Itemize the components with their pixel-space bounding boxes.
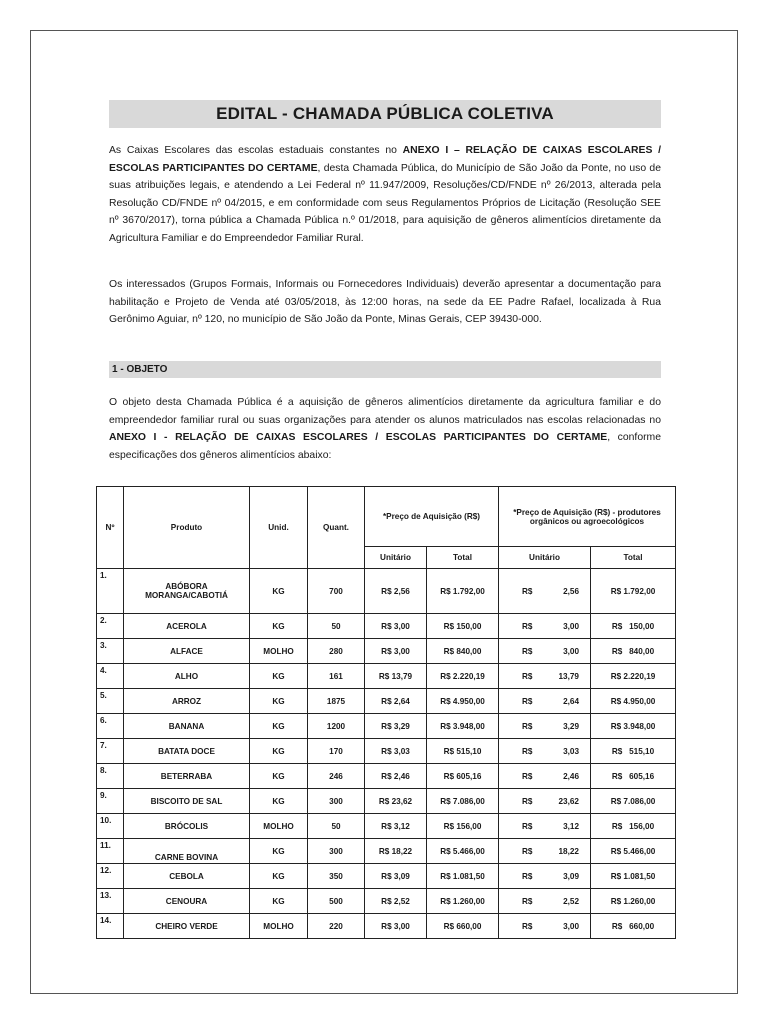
row-total-price: R$ 5.466,00	[427, 839, 499, 864]
organic-unit-value: 3,12	[563, 821, 579, 831]
row-unit-price: R$ 3,09	[365, 864, 427, 889]
row-unit-price: R$ 3,00	[365, 914, 427, 939]
row-product: CENOURA	[124, 889, 250, 914]
currency-prefix: R$	[522, 621, 533, 631]
row-unit: KG	[250, 739, 308, 764]
row-total-price-organic: R$ 1.260,00	[591, 889, 676, 914]
intro-text-2: , desta Chamada Pública, do Município de São João da Ponte, no uso de suas atribuições legais, e atendendo a Lei Federal nº 11.947/2009, Resoluções/CD/FNDE nº 26/2013, alterada pela Resolução CD/FNDE nº 04/2015, e em conformidade com seus Regulamentos Próprios de Licitação (Resolução SEE nº 3670/2017), torna pública a Chamada Pública n.º 01/2018, para aquisição de gêneros alimentícios diretamente da Agricultura Familiar e do Empreendedor Familiar Rural.	[109, 162, 661, 244]
row-unit: MOLHO	[250, 914, 308, 939]
row-unit-price: R$ 3,00	[365, 614, 427, 639]
row-quantity: 170	[308, 739, 365, 764]
currency-prefix: R$	[522, 586, 533, 596]
row-quantity: 1875	[308, 689, 365, 714]
row-number: 14.	[97, 914, 124, 939]
row-unit-price: R$ 2,64	[365, 689, 427, 714]
row-unit-price-organic	[499, 864, 591, 889]
row-quantity: 700	[308, 569, 365, 614]
objeto-text-2: , conforme especificações dos gêneros alimentícios abaixo:	[109, 432, 661, 461]
row-unit-price-organic	[499, 614, 591, 639]
row-unit: KG	[250, 789, 308, 814]
row-total-price: R$ 840,00	[427, 639, 499, 664]
row-quantity: 300	[308, 839, 365, 864]
row-unit: KG	[250, 614, 308, 639]
row-unit-price-organic	[499, 764, 591, 789]
table-row	[97, 864, 676, 889]
row-total-price-organic: R$ 1.081,50	[591, 864, 676, 889]
row-total-price: R$ 1.081,50	[427, 864, 499, 889]
row-unit: KG	[250, 714, 308, 739]
currency-prefix: R$	[522, 771, 533, 781]
table-row	[97, 664, 676, 689]
organic-unit-value: 2,46	[563, 771, 579, 781]
header-preco: *Preço de Aquisição (R$)	[365, 487, 499, 547]
row-total-price-organic: R$ 840,00	[591, 639, 676, 664]
row-unit-price: R$ 13,79	[365, 664, 427, 689]
section-objeto-heading: 1 - OBJETO	[109, 361, 661, 378]
row-product: CHEIRO VERDE	[124, 914, 250, 939]
objeto-annex-ref: ANEXO I - RELAÇÃO DE CAIXAS ESCOLARES / ESCOLAS PARTICIPANTES DO CERTAME	[109, 432, 608, 444]
row-product: CEBOLA	[124, 864, 250, 889]
intro-annex-ref: ANEXO I – RELAÇÃO DE CAIXAS ESCOLARES / ESCOLAS PARTICIPANTES DO CERTAME	[109, 145, 661, 174]
row-total-price-organic: R$ 3.948,00	[591, 714, 676, 739]
row-unit-price-organic	[499, 689, 591, 714]
row-unit-price: R$ 23,62	[365, 789, 427, 814]
currency-prefix: R$	[522, 871, 533, 881]
organic-unit-value: 2,56	[563, 586, 579, 596]
row-total-price: R$ 605,16	[427, 764, 499, 789]
currency-prefix: R$	[522, 821, 533, 831]
row-product: BRÓCOLIS	[124, 814, 250, 839]
row-number: 4.	[97, 664, 124, 689]
row-number: 12.	[97, 864, 124, 889]
table-row	[97, 614, 676, 639]
table-row	[97, 689, 676, 714]
row-total-price-organic: R$ 156,00	[591, 814, 676, 839]
row-total-price: R$ 156,00	[427, 814, 499, 839]
row-number: 11.	[97, 839, 124, 864]
header-unitario: Unitário	[365, 547, 427, 569]
row-total-price: R$ 660,00	[427, 914, 499, 939]
header-quant: Quant.	[308, 487, 365, 569]
row-total-price-organic: R$ 150,00	[591, 614, 676, 639]
header-unid: Unid.	[250, 487, 308, 569]
row-total-price-organic: R$ 5.466,00	[591, 839, 676, 864]
currency-prefix: R$	[522, 646, 533, 656]
row-unit-price: R$ 3,12	[365, 814, 427, 839]
row-product: BISCOITO DE SAL	[124, 789, 250, 814]
row-total-price: R$ 1.260,00	[427, 889, 499, 914]
currency-prefix: R$	[522, 796, 533, 806]
currency-prefix: R$	[522, 921, 533, 931]
table-row	[97, 569, 676, 614]
row-total-price: R$ 1.792,00	[427, 569, 499, 614]
row-total-price-organic: R$ 2.220,19	[591, 664, 676, 689]
header-total-organico: Total	[591, 547, 676, 569]
row-unit: KG	[250, 664, 308, 689]
currency-prefix: R$	[522, 896, 533, 906]
row-total-price-organic: R$ 7.086,00	[591, 789, 676, 814]
organic-unit-value: 2,52	[563, 896, 579, 906]
row-number: 5.	[97, 689, 124, 714]
row-product: ARROZ	[124, 689, 250, 714]
currency-prefix: R$	[522, 721, 533, 731]
row-total-price-organic: R$ 1.792,00	[591, 569, 676, 614]
row-unit-price-organic	[499, 889, 591, 914]
row-total-price-organic: R$ 660,00	[591, 914, 676, 939]
currency-prefix: R$	[522, 746, 533, 756]
organic-unit-value: 3,00	[563, 621, 579, 631]
row-number: 7.	[97, 739, 124, 764]
row-number: 6.	[97, 714, 124, 739]
row-number: 3.	[97, 639, 124, 664]
table-row	[97, 639, 676, 664]
organic-unit-value: 3,00	[563, 921, 579, 931]
header-unitario-organico: Unitário	[499, 547, 591, 569]
row-quantity: 500	[308, 889, 365, 914]
products-table	[96, 486, 676, 939]
header-preco-organico: *Preço de Aquisição (R$) - produtores orgânicos ou agroecológicos	[499, 487, 676, 547]
intro-text-1: As Caixas Escolares das escolas estaduais constantes no	[109, 145, 403, 156]
organic-unit-value: 23,62	[558, 796, 579, 806]
row-product: BATATA DOCE	[124, 739, 250, 764]
row-number: 13.	[97, 889, 124, 914]
row-total-price-organic: R$ 4.950,00	[591, 689, 676, 714]
currency-prefix: R$	[522, 671, 533, 681]
table-row	[97, 914, 676, 939]
row-quantity: 50	[308, 814, 365, 839]
row-quantity: 220	[308, 914, 365, 939]
row-quantity: 50	[308, 614, 365, 639]
row-product: ABÓBORA MORANGA/CABOTIÁ	[124, 569, 250, 614]
row-unit: MOLHO	[250, 814, 308, 839]
row-total-price-organic: R$ 605,16	[591, 764, 676, 789]
organic-unit-value: 3,09	[563, 871, 579, 881]
table-row	[97, 739, 676, 764]
organic-unit-value: 18,22	[558, 846, 579, 856]
row-unit-price-organic	[499, 664, 591, 689]
row-unit-price: R$ 3,29	[365, 714, 427, 739]
row-unit-price-organic	[499, 789, 591, 814]
row-unit-price: R$ 3,03	[365, 739, 427, 764]
row-unit: KG	[250, 839, 308, 864]
table-row	[97, 764, 676, 789]
row-total-price-organic: R$ 515,10	[591, 739, 676, 764]
header-total: Total	[427, 547, 499, 569]
row-unit-price-organic	[499, 739, 591, 764]
row-unit-price: R$ 2,46	[365, 764, 427, 789]
row-unit-price-organic	[499, 814, 591, 839]
row-unit: KG	[250, 569, 308, 614]
row-quantity: 300	[308, 789, 365, 814]
row-total-price: R$ 7.086,00	[427, 789, 499, 814]
row-unit: MOLHO	[250, 639, 308, 664]
row-total-price: R$ 2.220,19	[427, 664, 499, 689]
organic-unit-value: 13,79	[558, 671, 579, 681]
row-number: 9.	[97, 789, 124, 814]
row-number: 10.	[97, 814, 124, 839]
organic-unit-value: 3,29	[563, 721, 579, 731]
currency-prefix: R$	[522, 696, 533, 706]
table-row	[97, 814, 676, 839]
row-total-price: R$ 3.948,00	[427, 714, 499, 739]
row-unit: KG	[250, 889, 308, 914]
intro-paragraph	[109, 142, 661, 248]
row-unit-price-organic	[499, 639, 591, 664]
row-unit-price-organic	[499, 839, 591, 864]
row-quantity: 246	[308, 764, 365, 789]
interested-paragraph: Os interessados (Grupos Formais, Informais ou Fornecedores Individuais) deverão apresentar a documentação para habilitação e Projeto de Venda até 03/05/2018, às 12:00 horas, na sede da EE Padre Rafael, localizada à Rua Gerônimo Aguiar, nº 120, no município de São João da Ponte, Minas Gerais, CEP 39430-000.	[109, 279, 661, 326]
row-product: ALFACE	[124, 639, 250, 664]
objeto-text-1: O objeto desta Chamada Pública é a aquisição de gêneros alimentícios diretamente da agricultura familiar e do empreendedor familiar rural ou suas organizações para atender os alunos matriculados nas escolas relacionadas no	[109, 397, 661, 426]
organic-unit-value: 2,64	[563, 696, 579, 706]
row-quantity: 350	[308, 864, 365, 889]
row-number: 2.	[97, 614, 124, 639]
organic-unit-value: 3,03	[563, 746, 579, 756]
row-quantity: 280	[308, 639, 365, 664]
row-product: CARNE BOVINA	[124, 839, 250, 864]
row-unit-price: R$ 3,00	[365, 639, 427, 664]
row-number: 8.	[97, 764, 124, 789]
row-product: BANANA	[124, 714, 250, 739]
objeto-paragraph	[109, 394, 661, 464]
table-row	[97, 789, 676, 814]
row-unit-price-organic	[499, 714, 591, 739]
table-row	[97, 714, 676, 739]
row-total-price: R$ 515,10	[427, 739, 499, 764]
organic-unit-value: 3,00	[563, 646, 579, 656]
row-product: ALHO	[124, 664, 250, 689]
header-num: Nº	[97, 487, 124, 569]
row-unit-price-organic	[499, 569, 591, 614]
row-unit-price: R$ 18,22	[365, 839, 427, 864]
row-unit-price: R$ 2,52	[365, 889, 427, 914]
row-number: 1.	[97, 569, 124, 614]
row-product: BETERRABA	[124, 764, 250, 789]
row-product: ACEROLA	[124, 614, 250, 639]
row-unit-price: R$ 2,56	[365, 569, 427, 614]
table-row	[97, 889, 676, 914]
document-title: EDITAL - CHAMADA PÚBLICA COLETIVA	[109, 100, 661, 128]
row-unit-price-organic	[499, 914, 591, 939]
row-total-price: R$ 150,00	[427, 614, 499, 639]
currency-prefix: R$	[522, 846, 533, 856]
header-produto: Produto	[124, 487, 250, 569]
row-quantity: 161	[308, 664, 365, 689]
row-unit: KG	[250, 864, 308, 889]
table-row	[97, 839, 676, 864]
row-total-price: R$ 4.950,00	[427, 689, 499, 714]
row-unit: KG	[250, 689, 308, 714]
row-unit: KG	[250, 764, 308, 789]
row-quantity: 1200	[308, 714, 365, 739]
